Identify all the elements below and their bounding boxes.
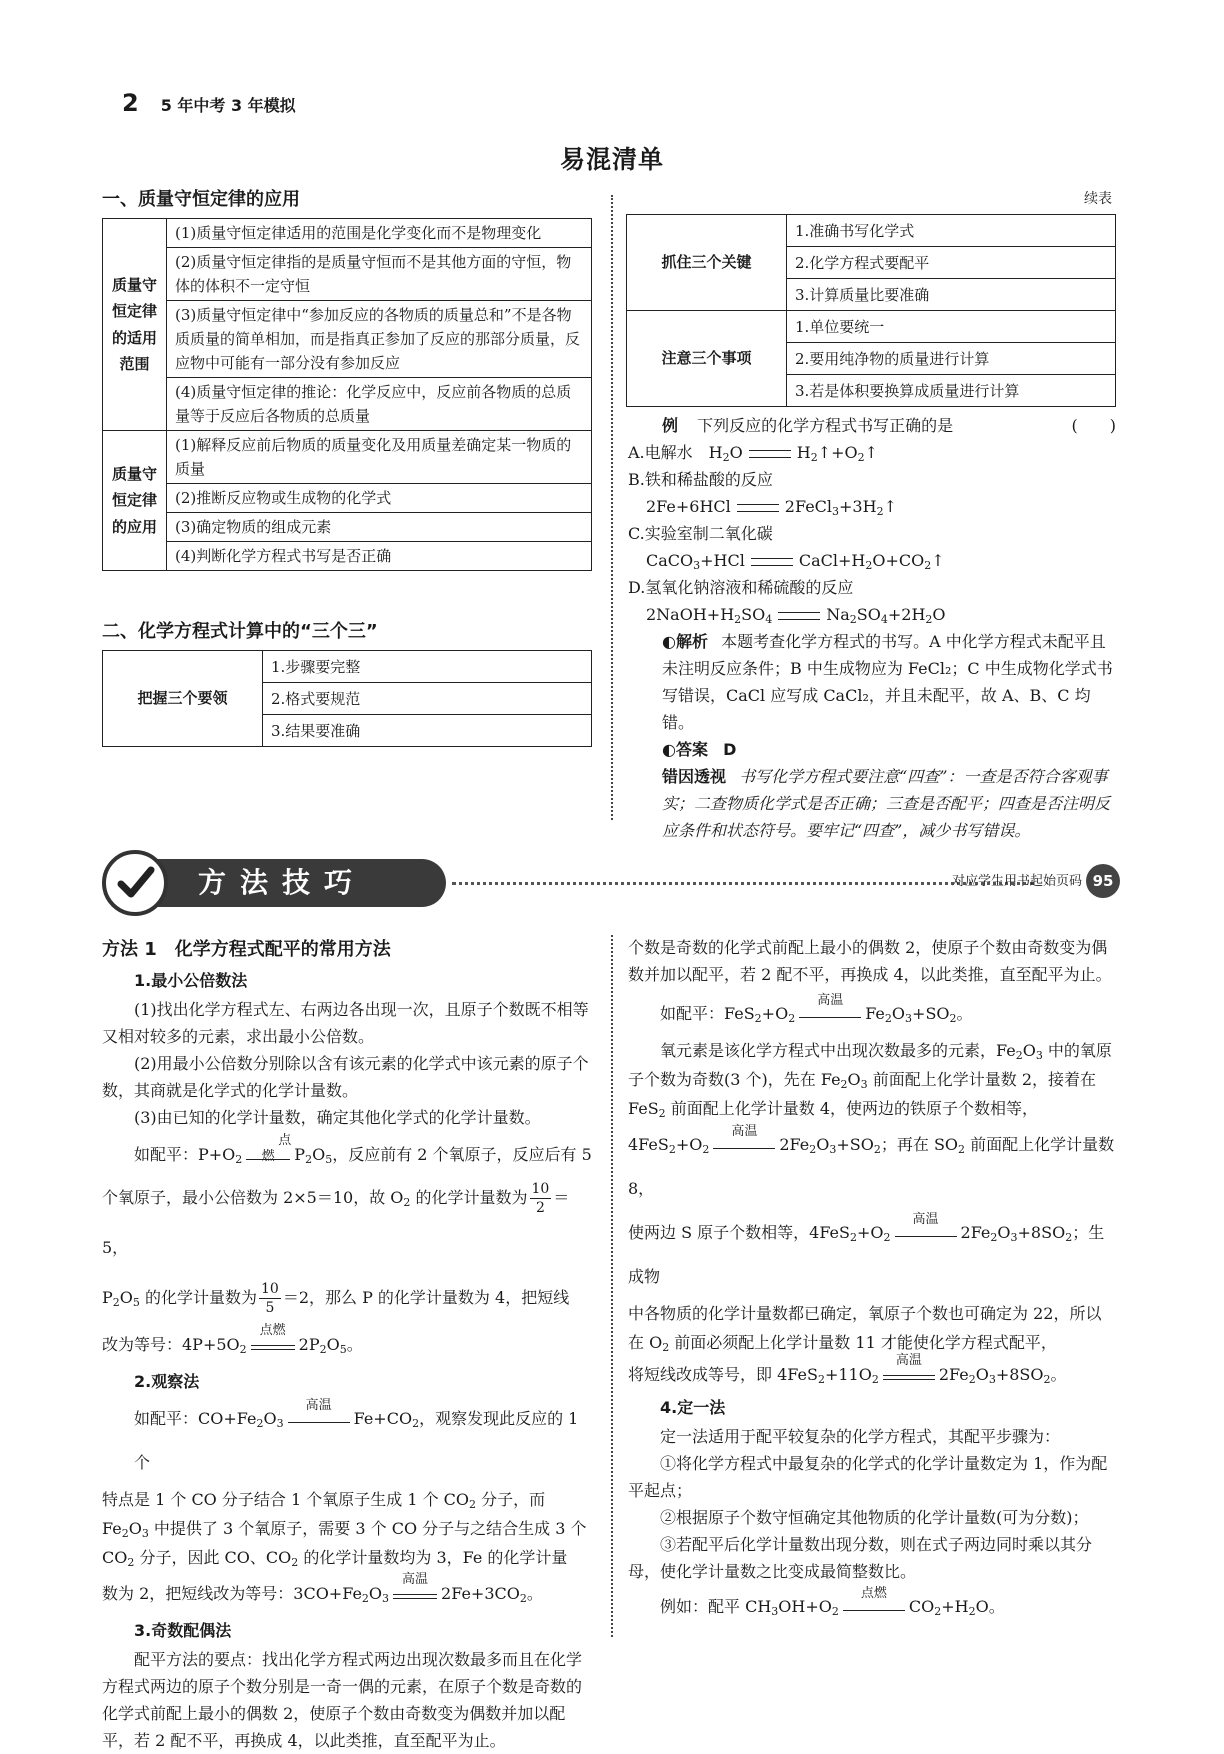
method-1-step-1: (1)找出化学方程式左、右两边各出现一次，且原子个数既不相等又相对较多的元素，求出最小公倍数。: [102, 1000, 589, 1046]
checkmark-icon: [102, 850, 168, 916]
row-label: 把握三个要领: [103, 651, 263, 747]
answer-tag: ◐答案: [662, 740, 708, 759]
page-header: [122, 84, 296, 122]
method-2-example: 如配平：$CO+Fe_2O_3$ 高温 $Fe+CO_2$，观察发现此反应的 1 个: [134, 1397, 579, 1472]
table-cell: 3.计算质量比要准确: [787, 279, 1116, 311]
option-d-equation: $2NaOH+H_2SO_4$ $Na_2SO_4+2H_2O$: [646, 605, 946, 626]
column-divider: [611, 935, 613, 1637]
analysis-text: 本题考查化学方程式的书写。A 中化学方程式未配平且未注明反应条件；B 中生成物应为 FeCl₂；C 中生成物化学式书写错误，CaCl 应写成 CaCl₂，并且未配平，故 A、B、C 均错。: [662, 632, 1113, 732]
page-reference: 对应学生用书起始页码: [951, 874, 1082, 889]
analysis-tag: ◐解析: [662, 632, 708, 651]
method-1-example-cont: 个氧原子，最小公倍数为 2×5＝10，故 $O_2$ 的化学计量数为 $\frac{10}{2}$ ＝5，: [102, 1181, 570, 1257]
table-cell: 1.准确书写化学式: [787, 215, 1116, 247]
option-a-label: A.电解水: [628, 443, 693, 462]
table-cell: 3.若是体积要换算成质量进行计算: [787, 375, 1116, 407]
dotted-leader: [452, 882, 1034, 885]
method-1-step-3: (3)由已知的化学计量数，确定其他化学式的化学计量数。: [134, 1108, 541, 1127]
method-right: [628, 934, 1116, 1629]
row-label: 质量守恒定律的应用: [103, 431, 167, 571]
page-number: 2: [122, 89, 139, 117]
method-3-heading: 3.奇数配偶法: [134, 1621, 232, 1640]
option-b-equation: 2Fe+6HCl $2FeCl_3+3H_2↑$: [646, 497, 897, 518]
method-3-text: 配平方法的要点：找出化学方程式两边出现次数最多而且在化学方程式两边的原子个数分别是一奇一偶的元素，在原子个数是奇数的化学式前配上最小的偶数 2，使原子个数由奇数变为偶数并加以配平，若 2 配不平，再换成 4，以此类推，直至配平为止。: [102, 1650, 583, 1750]
section-heading-1: 一、质量守恒定律的应用: [102, 189, 300, 210]
table-continued: [626, 214, 1116, 407]
answer-bracket: ( ): [1071, 416, 1116, 435]
section-heading-2: 二、化学方程式计算中的“三个三”: [102, 621, 378, 642]
method-2-heading: 2.观察法: [134, 1372, 200, 1391]
column-divider: [611, 195, 613, 820]
table-cell: 2.要用纯净物的质量进行计算: [787, 343, 1116, 375]
method-4-intro: 定一法适用于配平较复杂的化学方程式，其配平步骤为：: [660, 1427, 1061, 1446]
table-cell: 3.结果要准确: [263, 715, 592, 747]
error-text: 书写化学方程式要注意“四查”：一查是否符合客观事实；二查物质化学式是否正确；三查是否配平；四查是否注明反应条件和状态符号。要牢记“四查”，减少书写错误。: [662, 767, 1111, 840]
answer-value: D: [723, 740, 737, 759]
method-3-explain: 氧元素是该化学方程式中出现次数最多的元素，$Fe_2O_3$ 中的氧原子个数为奇数(3 个)，先在 $Fe_2O_3$ 前面配上化学计量数 2，接着在 FeS$_2$ 前面配上化学计量数 4，使两边的铁原子个数相等，: [628, 1041, 1112, 1120]
table-cell: 1.单位要统一: [787, 311, 1116, 343]
example-tag: 例: [662, 416, 679, 435]
reference-page-number: 95: [1086, 864, 1120, 898]
option-b-label: B.铁和稀盐酸的反应: [628, 470, 773, 489]
method-1-example-cont-2: $P_2O_5$ 的化学计量数为 $\frac{10}{5}$ ＝2，那么 P 的化学计量数为 4，把短线: [102, 1281, 570, 1316]
method-4-step-1: ①将化学方程式中最复杂的化学式的化学计量数定为 1，作为配平起点；: [628, 1454, 1108, 1500]
example-block: [628, 412, 1116, 844]
analysis: [628, 628, 1116, 736]
banner-title: 方法技巧: [128, 859, 446, 907]
table-cell: (3)质量守恒定律中“参加反应的各物质的质量总和”不是各物质质量的简单相加，而是指真正参加了反应的那部分质量，反应物中可能有一部分没有参加反应: [167, 301, 592, 378]
row-label: 质量守恒定律的适用范围: [103, 219, 167, 431]
method-3-text-cont: 个数是奇数的化学式前配上最小的偶数 2，使原子个数由奇数变为偶数并加以配平，若 2 配不平，再换成 4，以此类推，直至配平为止。: [628, 938, 1112, 984]
method-heading: 方法 1 化学方程式配平的常用方法: [102, 939, 391, 960]
row-label: 注意三个事项: [627, 311, 787, 407]
option-a: A.电解水 $H_2O$ $H_2↑+O_2↑$: [628, 443, 879, 464]
continued-label: 续表: [1084, 191, 1112, 207]
method-3-explain-4: 中各物质的化学计量数都已确定，氧原子个数也可确定为 22，所以在 $O_2$ 前面必须配上化学计量数 11 才能使化学方程式配平，: [628, 1304, 1102, 1354]
method-1-example: 如配平：$P+O_2$ 点燃 $P_2O_5$，反应前有 2 个氧原子，反应后有 5: [134, 1132, 592, 1166]
section-title: 易混清单: [559, 145, 664, 174]
table-cell: 2.化学方程式要配平: [787, 247, 1116, 279]
table-cell: 1.步骤要完整: [263, 651, 592, 683]
table-cell: (1)质量守恒定律适用的范围是化学变化而不是物理变化: [167, 219, 592, 248]
table-cell: (1)解释反应前后物质的质量变化及用质量差确定某一物质的质量: [167, 431, 592, 484]
table-three-essentials: [102, 650, 592, 747]
table-cell: (2)推断反应物或生成物的化学式: [167, 484, 592, 513]
error-tag: 错因透视: [662, 767, 727, 786]
option-d-label: D.氢氧化钠溶液和稀硫酸的反应: [628, 578, 854, 597]
option-c-label: C.实验室制二氧化碳: [628, 524, 773, 543]
book-title: 5 年中考 3 年模拟: [160, 96, 296, 115]
method-1-example-cont-3: 改为等号：$4P+5O_2$ 点燃 $2P_2O_5$。: [102, 1322, 363, 1356]
method-1-step-2: (2)用最小公倍数分别除以含有该元素的化学式中该元素的原子个数，其商就是化学式的化学计量数。: [102, 1054, 589, 1100]
answer: [628, 736, 1116, 763]
error-analysis: [628, 763, 1116, 844]
method-2-text: 特点是 1 个 CO 分子结合 1 个氧原子生成 1 个 $CO_2$ 分子，而 $Fe_2O_3$ 中提供了 3 个氧原子，需要 3 个 CO 分子与之结合生成 3 个 $CO_2$ 分子，因此 CO、$CO_2$ 的化学计量数均为 3，Fe 的化学计量: [102, 1490, 587, 1569]
method-4-step-2: ②根据原子个数守恒确定其他物质的化学计量数(可为分数)；: [660, 1508, 1089, 1527]
method-4-heading: 4.定一法: [660, 1398, 726, 1417]
option-c-equation: CaCO$_3$+HCl $CaCl+H_2O+CO_2↑$: [646, 551, 945, 572]
table-cell: (4)判断化学方程式书写是否正确: [167, 542, 592, 571]
method-left: [102, 934, 592, 1750]
methods-banner: [102, 850, 1122, 916]
method-4-step-3: ③若配平后化学计量数出现分数，则在式子两边同时乘以其分母，使化学计量数之比变成最简整数比。: [628, 1535, 1093, 1581]
method-2-text-cont: 数为 2，把短线改为等号：$3CO+Fe_2O_3$ 高温 $2Fe+3CO_2$。: [102, 1571, 543, 1605]
question-text: 下列反应的化学方程式书写正确的是: [697, 416, 954, 435]
table-cell: (4)质量守恒定律的推论：化学反应中，反应前各物质的总质量等于反应后各物质的总质量: [167, 378, 592, 431]
method-3-example: 如配平：$FeS_2+O_2$ 高温 $Fe_2O_3+SO_2$。: [660, 992, 973, 1025]
method-3-explain-2: $4FeS_2+O_2$ 高温 $2Fe_2O_3+SO_2$；再在 $SO_2$ 前面配上化学计量数 8，: [628, 1123, 1115, 1198]
example-question: [628, 412, 1116, 439]
table-cell: (2)质量守恒定律指的是质量守恒而不是其他方面的守恒，物体的体积不一定守恒: [167, 248, 592, 301]
table-conservation: [102, 218, 592, 571]
method-1-heading: 1.最小公倍数法: [134, 971, 248, 990]
method-3-explain-3: 使两边 S 原子个数相等，$4FeS_2+O_2$ 高温 $2Fe_2O_3+8SO_2$；生成物: [628, 1211, 1105, 1286]
table-cell: (3)确定物质的组成元素: [167, 513, 592, 542]
table-cell: 2.格式要规范: [263, 683, 592, 715]
row-label: 抓住三个关键: [627, 215, 787, 311]
method-3-explain-5: 将短线改成等号，即 $4FeS_2+11O_2$ 高温 $2Fe_2O_3+8SO_2$。: [628, 1352, 1067, 1386]
method-4-example: 例如：配平 $CH_3OH+O_2$ 点燃 $CO_2+H_2O$。: [660, 1585, 1005, 1618]
